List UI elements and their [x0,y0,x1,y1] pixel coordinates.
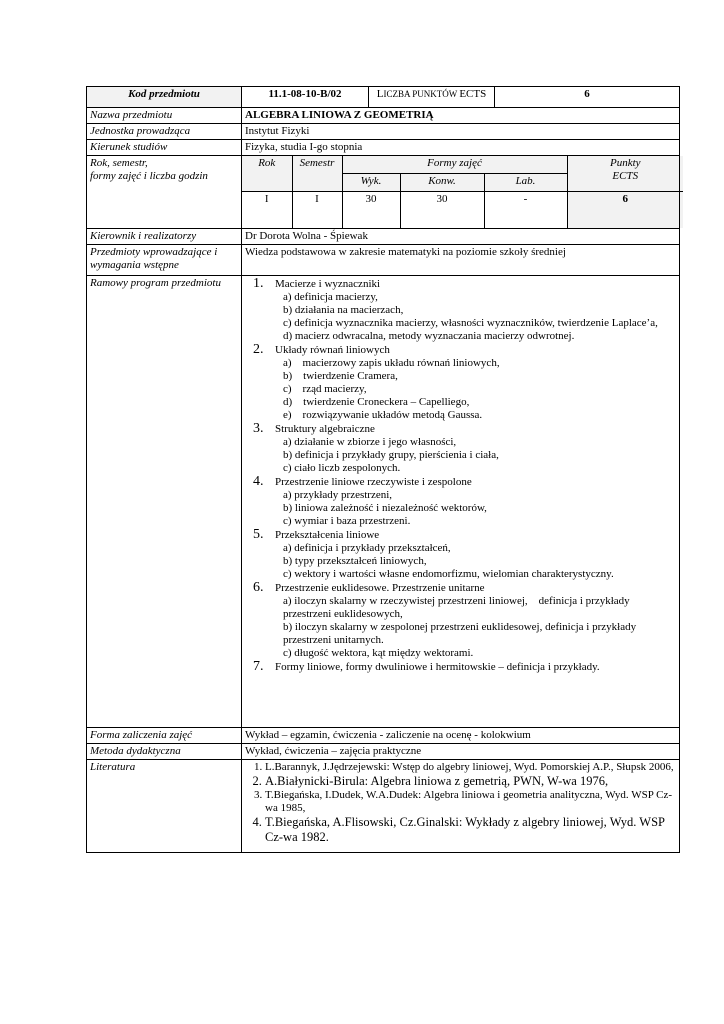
literatura-item: 3. T.Biegańska, I.Dudek, W.A.Dudek: Algebra liniowa i geometria analityczna, Wyd. WSP Cz-wa 1985, [265,789,676,815]
forma-value: Wykład – egzamin, ćwiczenia - zaliczenie na ocenę - kolokwium [242,728,680,744]
program-topic-number: 3. [253,421,264,436]
wyk-header: Wyk. [342,173,400,192]
hours-cell [242,156,680,229]
przedmioty-value: Wiedza podstawowa w zakresie matematyki na poziomie szkoły średniej [242,245,680,276]
syllabus-table [86,86,680,853]
formy-header: Formy zajęć [342,156,567,173]
literatura-item: 4. T.Biegańska, A.Flisowski, Cz.Ginalski: Wykłady z algebry liniowej, Wyd. WSP Cz-wa 1982. [265,815,676,845]
program-topic [253,581,676,595]
semestr-header: Semestr [292,156,342,192]
ects-label-first: L [376,88,384,100]
literatura-item: 2. A.Białynicki-Birula: Algebra liniowa z gemetrią, PWN, W-wa 1976, [265,774,676,789]
program-topic-number: 4. [253,474,264,489]
program-subitem: a) macierzowy zapis układu równań liniowych, [283,357,500,369]
punkty-header-line2: ECTS [612,170,639,182]
program-subitem: a) przykłady przestrzeni, [283,489,393,501]
program-subitem: e) rozwiązywanie układów metodą Gaussa. [283,409,483,421]
program-subitem: b) działania na macierzach, [283,304,404,316]
kierownik-value: Dr Dorota Wolna - Śpiewak [242,229,680,245]
program-subitem: c) wektory i wartości własne endomorfizmu, wielomian charakterystyczny. [283,568,614,580]
literatura-list [245,761,676,845]
program-subitem: b) liniowa zależność i niezależność wektorów, [283,502,487,514]
program-subitem: b) definicja i przykłady grupy, pierścienia i ciała, [283,449,499,461]
lab-header: Lab. [484,173,567,192]
program-topic-title: Przestrzenie liniowe rzeczywiste i zespolone [275,476,472,488]
metoda-label: Metoda dydaktyczna [87,744,242,760]
wyk-value: 30 [342,192,400,228]
punkty-header-line1: Punkty [609,157,641,169]
program-row [87,276,680,728]
rok-label [87,156,242,229]
przedmioty-label: Przedmioty wprowadzające i wymagania wstępne [87,245,242,276]
rok-header: Rok [242,156,292,192]
metoda-row [87,744,680,760]
literatura-cell [242,760,680,853]
program-topic-title: Przestrzenie euklidesowe. Przestrzenie unitarne [275,582,485,594]
kierunek-row [87,140,680,156]
rok-value: I [242,192,292,228]
program-topic [253,660,676,674]
kod-label: Kod przedmiotu [87,87,242,108]
program-subitem: b) iloczyn skalarny w zespolonej przestrzeni euklidesowej, definicja i przykłady przestrzeni unitarnych. [283,621,639,646]
program-subitem: c) definicja wyznacznika macierzy, własności wyznaczników, twierdzenie Laplace’a, [283,317,658,329]
kierunek-value: Fizyka, studia I-go stopnia [242,140,680,156]
program-subitem: c) rząd macierzy, [283,383,367,395]
przedmioty-row [87,245,680,276]
program-subitem: b) typy przekształceń liniowych, [283,555,427,567]
nazwa-row [87,108,680,124]
kierownik-label: Kierownik i realizatorzy [87,229,242,245]
forma-label: Forma zaliczenia zajęć [87,728,242,744]
program-topic-title: Macierze i wyznaczniki [275,278,381,290]
rok-label-line2: formy zajęć i liczba godzin [90,170,208,182]
program-topic-number: 1. [253,276,264,291]
kierunek-label: Kierunek studiów [87,140,242,156]
program-topic-number: 5. [253,527,264,542]
ects-value: 6 [495,87,680,108]
literatura-item: 1. L.Barannyk, J.Jędrzejewski: Wstęp do algebry liniowej, Wyd. Pomorskiej A.P., Słupsk 2006, [265,761,676,774]
kod-value: 11.1-08-10-B/02 [242,87,369,108]
program-topic [253,277,676,291]
program-subitem: b) twierdzenie Cramera, [283,370,398,382]
program-subitem: a) definicja i przykłady przekształceń, [283,542,451,554]
program-topic-title: Struktury algebraiczne [275,423,375,435]
program-subitem: a) iloczyn skalarny w rzeczywistej przestrzeni liniowej, definicja i przykłady przestrzeni euklidesowych, [283,595,633,620]
nazwa-value: ALGEBRA LINIOWA Z GEOMETRIĄ [242,108,680,124]
program-cell [242,276,680,728]
ects-label-end: ECTS [459,88,487,100]
semestr-value: I [292,192,342,228]
program-subitem: c) długość wektora, kąt między wektorami. [283,647,474,659]
program-topic-number: 6. [253,580,264,595]
program-topic [253,475,676,489]
ects-label [369,87,495,108]
program-subitem: c) wymiar i baza przestrzeni. [283,515,411,527]
jednostka-value: Instytut Fizyki [242,124,680,140]
hours-table [242,156,683,228]
program-topic-title: Przekształcenia liniowe [275,529,380,541]
program-topic-title: Formy liniowe, formy dwuliniowe i hermitowskie – definicja i przykłady. [275,661,600,673]
program-subitem: d) macierz odwracalna, metody wyznaczania macierzy odwrotnej. [283,330,575,342]
punkty-value: 6 [567,192,683,228]
konw-value: 30 [400,192,484,228]
jednostka-label: Jednostka prowadząca [87,124,242,140]
header-row [87,87,680,108]
jednostka-row [87,124,680,140]
program-topic-number: 2. [253,342,264,357]
program-label: Ramowy program przedmiotu [87,276,242,728]
nazwa-label: Nazwa przedmiotu [87,108,242,124]
program-topic-number: 7. [253,659,264,674]
rok-label-line1: Rok, semestr, [90,157,148,169]
program-subitem: a) definicja macierzy, [283,291,378,303]
program-topic-title: Układy równań liniowych [275,344,390,356]
konw-header: Konw. [400,173,484,192]
program-topic [253,343,676,357]
program-topic [253,422,676,436]
forma-row [87,728,680,744]
ects-label-rest: ICZBA PUNKTÓW [383,89,460,99]
lab-value: - [484,192,567,228]
kierownik-row [87,229,680,245]
punkty-header [567,156,683,192]
program-topic [253,528,676,542]
program-list [245,277,676,674]
program-subitem: a) działanie w zbiorze i jego własności, [283,436,457,448]
literatura-row [87,760,680,853]
literatura-label: Literatura [87,760,242,853]
hours-row [87,156,680,229]
program-subitem: c) ciało liczb zespolonych. [283,462,401,474]
metoda-value: Wykład, ćwiczenia – zajęcia praktyczne [242,744,680,760]
program-subitem: d) twierdzenie Croneckera – Capelliego, [283,396,470,408]
